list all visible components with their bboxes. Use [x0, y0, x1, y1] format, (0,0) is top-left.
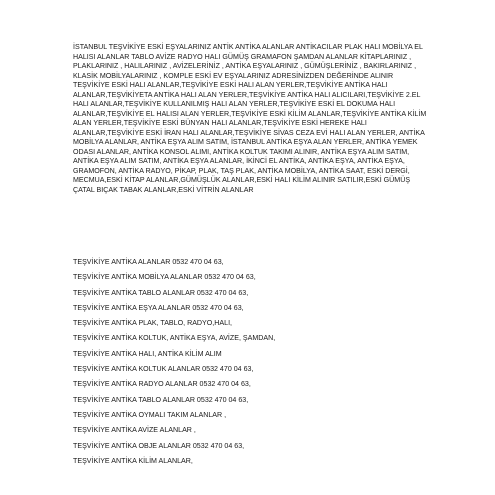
contact-line: TEŞVİKİYE ANTİKA EŞYA ALANLAR 0532 470 04 63,: [73, 303, 244, 312]
contact-line: TEŞVİKİYE ANTİKA AVİZE ALANLAR ,: [73, 426, 196, 435]
contact-line: TEŞVİKİYE ANTİKA MOBİLYA ALANLAR 0532 470 04 63,: [73, 273, 256, 282]
contact-line: TEŞVİKİYE ANTİKA RADYO ALANLAR 0532 470 04 63,: [73, 380, 251, 389]
contact-line: TEŞVİKİYE ANTİKA KOLTUK ALANLAR 0532 470 04 63,: [73, 365, 254, 374]
document-content: [73, 43, 431, 465]
contact-line: TEŞVİKİYE ANTİKA HALI, ANTİKA KİLİM ALIM: [73, 349, 222, 358]
contact-line: TEŞVİKİYE ANTİKA TABLO ALANLAR 0532 470 04 63,: [73, 395, 249, 404]
contact-line: TEŞVİKİYE ANTİKA KİLİM ALANLAR,: [73, 456, 193, 465]
intro-paragraph: İSTANBUL TEŞVİKİYE ESKİ EŞYALARINIZ ANTİK ANTİKA ALANLAR ANTİKACILAR PLAK HALI MOBİLYA EL HALISI ALANLAR TABLO AVİZE RADYO HALI GÜMÜŞ GRAMAFON ŞAMDAN ALANLAR KİTAPLARINIZ , PLAKLARINIZ , HALILARINIZ , AVİZELERİNİZ , ANTİKA EŞYALARINIZ , GÜMÜŞLERİNİZ , BAKIRLARINIZ , KLASİK MOBİLYALARINIZ , KOMPLE ESKİ EV EŞYALARINIZ ADRESİNİZDEN DEĞERİNDE ALINIR TEŞVİKİYE ESKİ HALI ALANLAR,TEŞVİKİYE ESKİ HALI ALAN YERLER,TEŞVİKİYE ANTİKA HALI ALANLAR,TEŞVİKİYETA ANTİKA HALI ALAN YERLER,TEŞVİKİYE ANTİKA HALI ALICILARI,TEŞVİKİYE 2.EL HALI ALANLAR,TEŞVİKİYE KULLANILMIŞ HALI ALAN YERLER,TEŞVİKİYE ESKİ EL DOKUMA HALI ALANLAR,TEŞVİKİYE EL HALISI ALAN YERLER,TEŞVİKİYE ESKİ KİLİM ALANLAR,TEŞVİKİYE ANTİKA KİLİM ALAN YERLER,TEŞVİKİYE ESKİ BÜNYAN HALI ALANLAR,TEŞVİKİYE ESKİ HEREKE HALI ALANLAR,TEŞVİKİYE ESKİ İRAN HALI ALANLAR,TEŞVİKİYE SİVAS CEZA EVİ HALI ALAN YERLER, ANTİKA MOBİLYA ALANLAR, ANTİKA EŞYA ALIM SATIM, İSTANBUL ANTİKA EŞYA ALAN YERLER, ANTİKA YEMEK ODASI ALANLAR, ANTİKA KONSOL ALIMI, ANTİKA KOLTUK TAKIMI ALINIR, ANTİKA EŞYA ALIM SATIM, ANTİKA EŞYA ALIM SATIM, ANTİKA EŞYA ALANLAR, İKİNCİ EL ANTİKA, ANTİKA EŞYA, ANTİKA EŞYA, GRAMOFON, ANTİKA RADYO, PİKAP, PLAK, TAŞ PLAK, ANTİKA MOBİLYA, ANTİKA SAAT, ESKİ DERGİ, MECMUA,ESKİ KİTAP ALANLAR,GÜMÜŞLÜK ALANLAR,ESKİ HALI KİLİM ALINIR SATILIR,ESKİ GÜMÜŞ ÇATAL BIÇAK TABAK ALANLAR,ESKİ VİTRİN ALANLAR: [73, 43, 427, 194]
contact-line: TEŞVİKİYE ANTİKA ALANLAR 0532 470 04 63,: [73, 258, 224, 266]
contact-line: TEŞVİKİYE ANTİKA KOLTUK, ANTİKA EŞYA, AVİZE, ŞAMDAN,: [73, 334, 276, 343]
contact-line: TEŞVİKİYE ANTİKA TABLO ALANLAR 0532 470 04 63,: [73, 288, 249, 297]
contact-list: [73, 258, 431, 472]
contact-line: TEŞVİKİYE ANTİKA OBJE ALANLAR 0532 470 04 63,: [73, 441, 245, 450]
contact-line: TEŞVİKİYE ANTİKA PLAK, TABLO, RADYO,HALI,: [73, 319, 233, 328]
contact-line: TEŞVİKİYE ANTİKA OYMALI TAKIM ALANLAR ,: [73, 410, 227, 419]
